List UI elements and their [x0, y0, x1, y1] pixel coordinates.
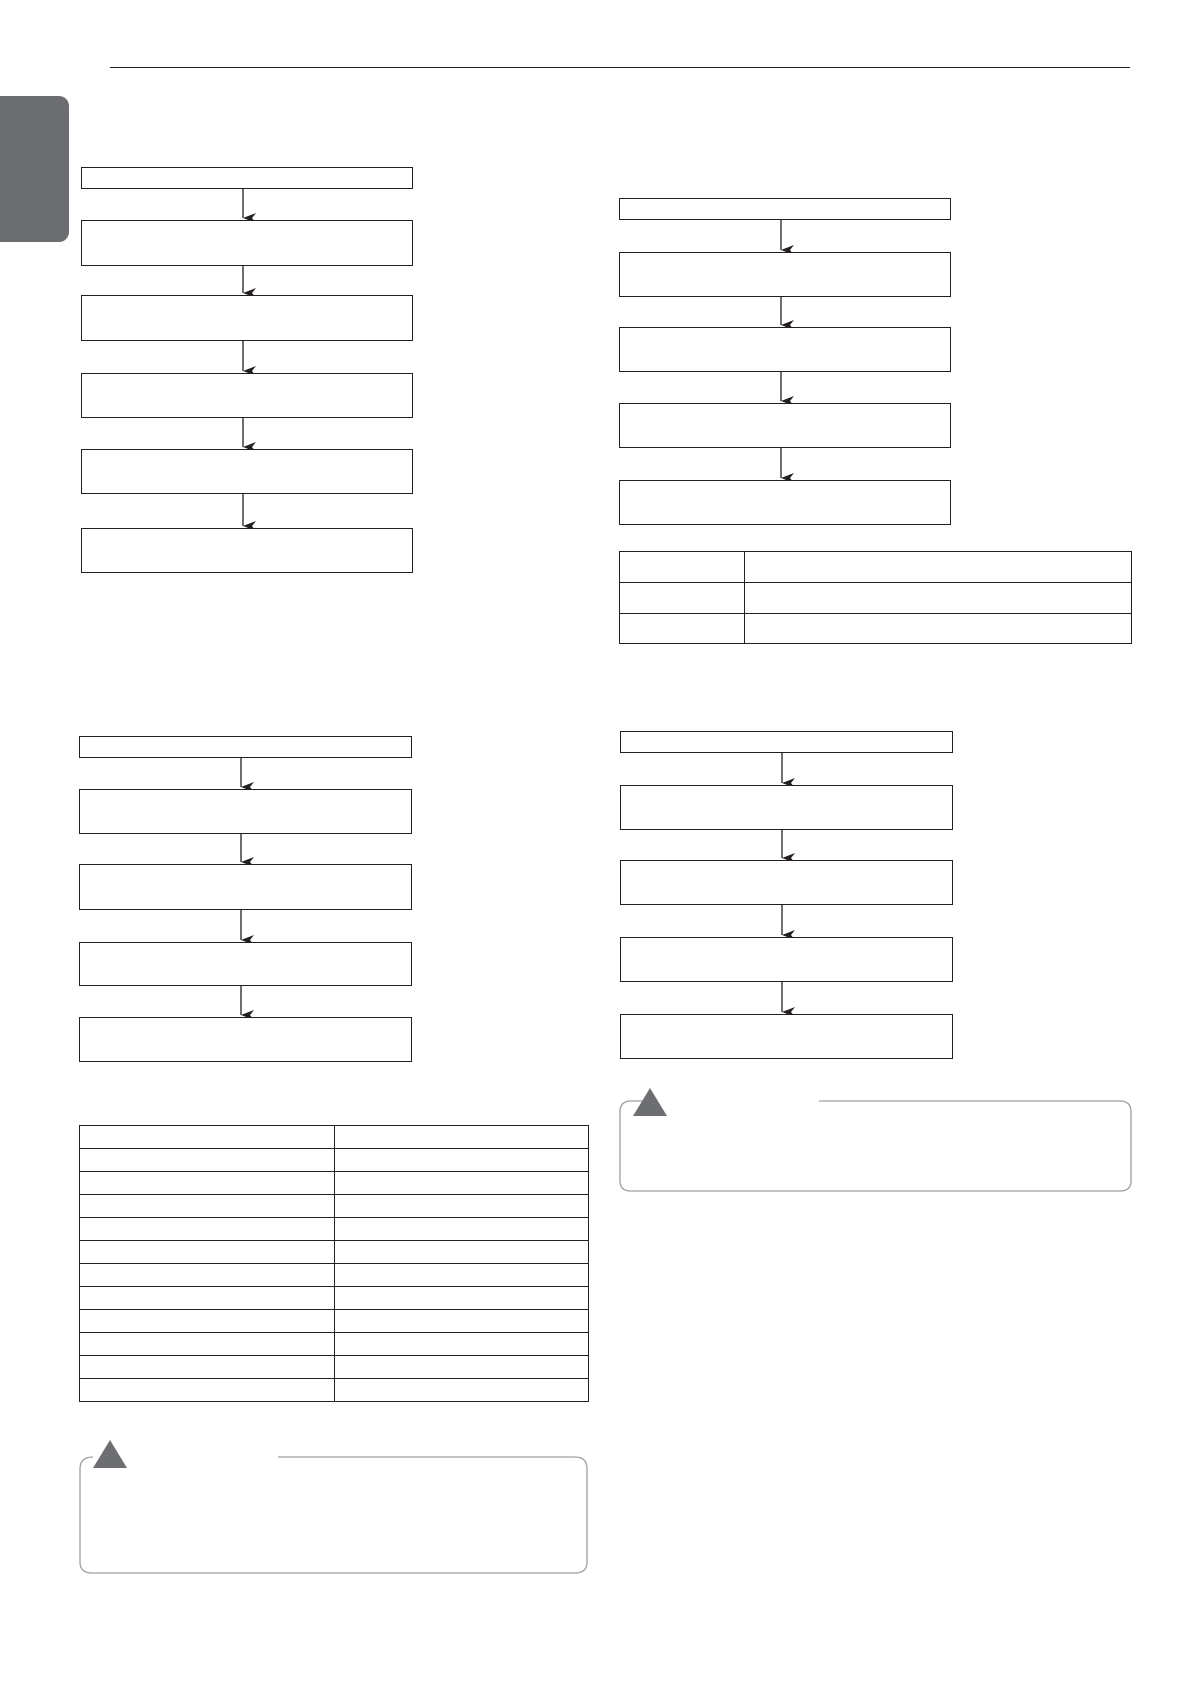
warning-triangle-icon	[93, 1440, 127, 1468]
table-row	[80, 1333, 589, 1356]
flowchart-header-box	[81, 167, 413, 189]
flowchart-step-box	[79, 1017, 412, 1062]
caution-note-frame	[79, 1440, 588, 1574]
flowchart-step-box	[79, 864, 412, 910]
flowchart-step-box	[619, 252, 951, 297]
flowchart-step-box	[620, 785, 953, 830]
flowchart-step-box	[81, 295, 413, 341]
flowchart-header-box	[619, 198, 951, 220]
caution-note	[619, 1086, 1132, 1192]
flowchart-step-box	[81, 220, 413, 266]
flowchart-step-box	[81, 449, 413, 494]
table-row	[80, 1379, 589, 1402]
table-row	[80, 1356, 589, 1379]
flowchart-step-box	[79, 789, 412, 834]
flowchart-step-box	[620, 1014, 953, 1059]
left-table	[79, 1125, 589, 1402]
flowchart-header-box	[79, 736, 412, 758]
right-table	[619, 551, 1132, 644]
table-row	[80, 1126, 589, 1149]
table-row	[620, 583, 1132, 614]
caution-note-frame	[619, 1086, 1132, 1192]
warning-triangle-icon	[633, 1088, 667, 1116]
table-row	[80, 1149, 589, 1172]
table-row	[80, 1310, 589, 1333]
flowchart-step-box	[619, 327, 951, 372]
table-row	[80, 1264, 589, 1287]
flowchart-step-box	[619, 480, 951, 525]
flowchart-step-box	[81, 528, 413, 573]
table-row	[80, 1195, 589, 1218]
table-row	[80, 1172, 589, 1195]
caution-note	[79, 1440, 588, 1574]
flowchart-step-box	[620, 860, 953, 905]
table-row	[80, 1287, 589, 1310]
flowchart-step-box	[81, 373, 413, 418]
flowchart-step-box	[79, 942, 412, 986]
flowchart-step-box	[620, 937, 953, 982]
table-row	[80, 1241, 589, 1264]
table-row	[80, 1218, 589, 1241]
table-row	[620, 614, 1132, 644]
flowchart-step-box	[619, 403, 951, 448]
flowchart-header-box	[620, 731, 953, 753]
table-row	[620, 552, 1132, 583]
